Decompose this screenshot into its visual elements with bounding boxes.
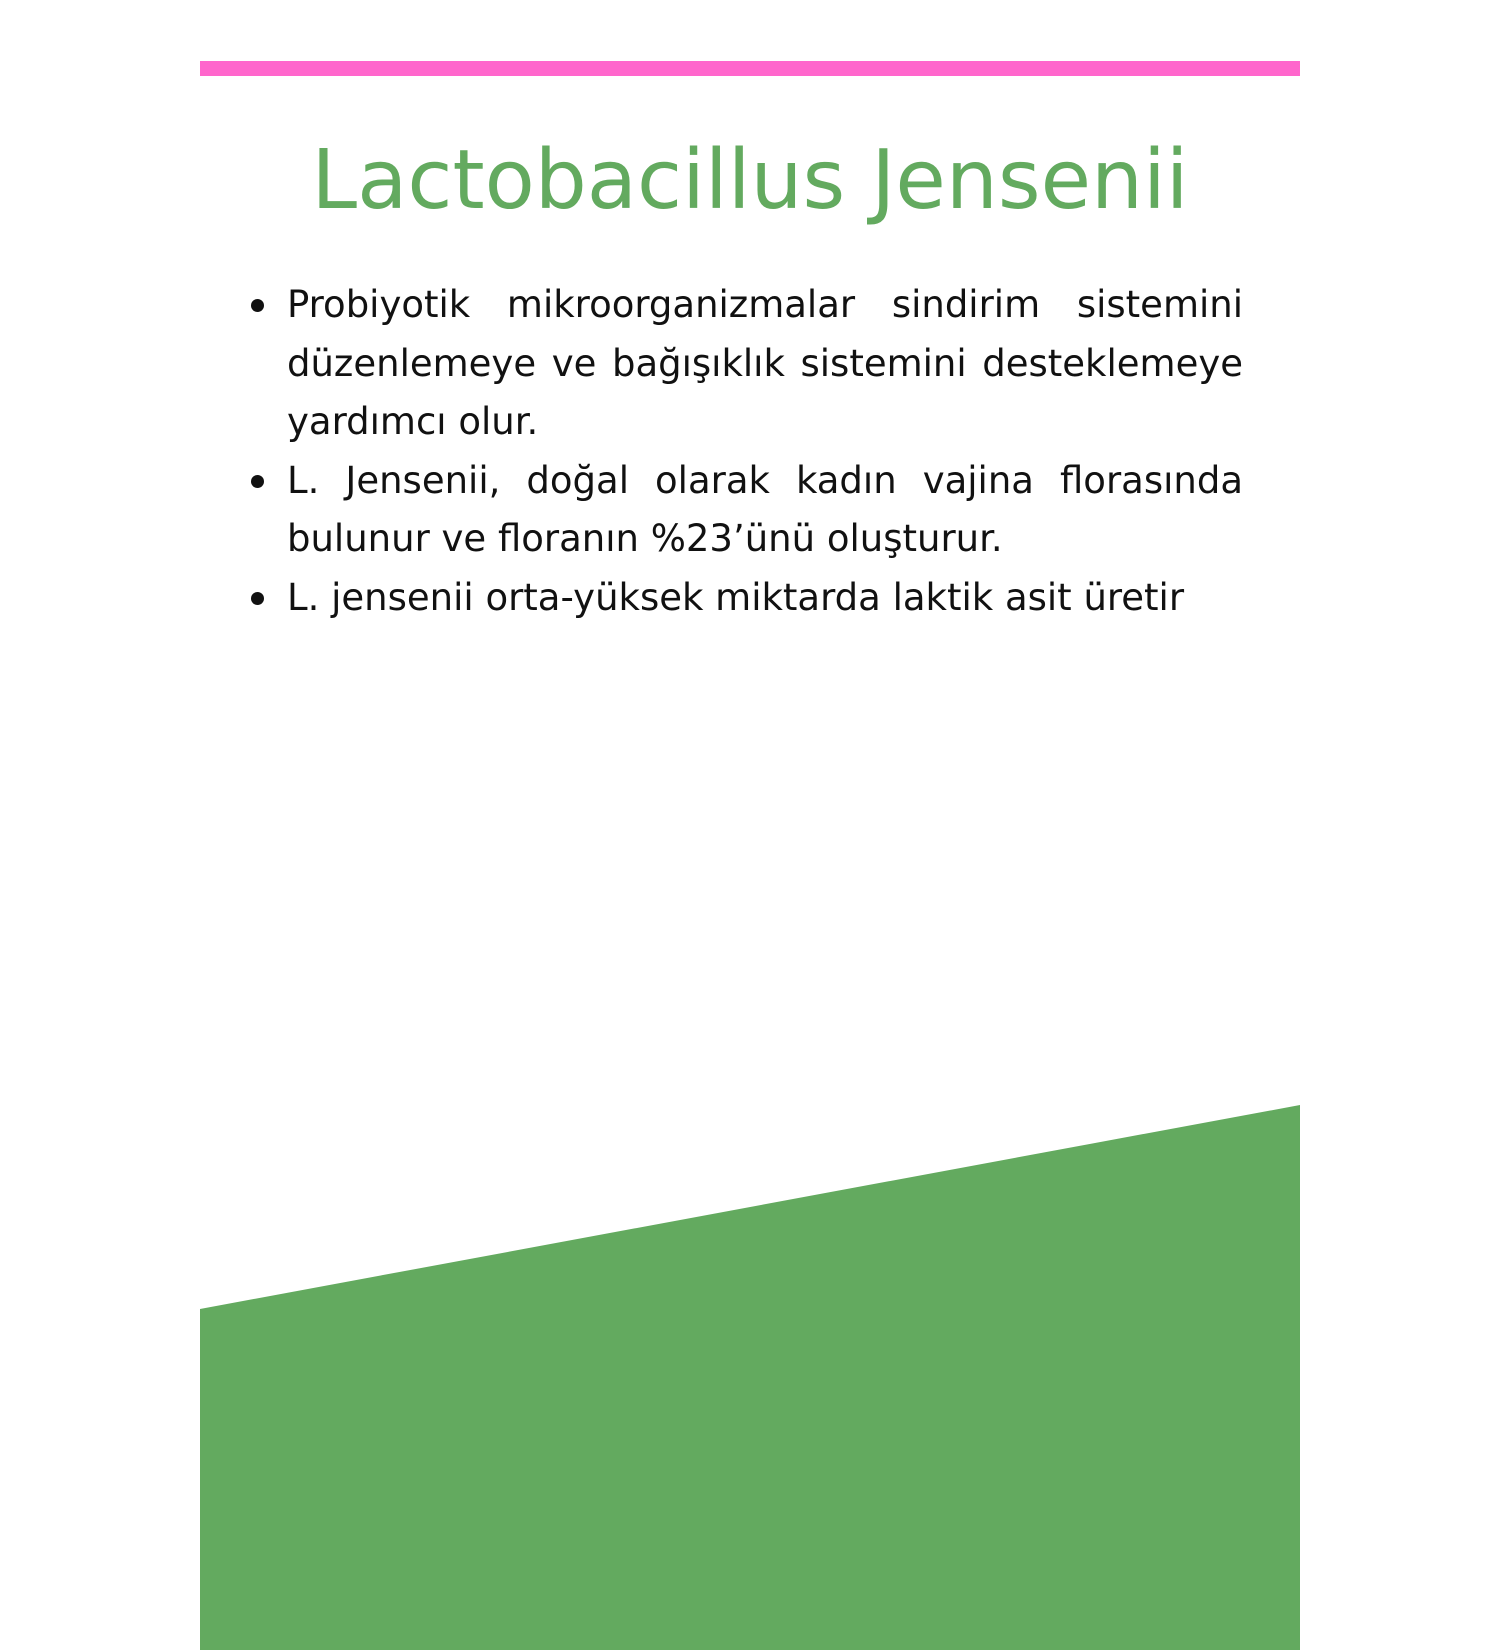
bullet-item bbox=[248, 569, 1243, 628]
bullet-dot-icon bbox=[251, 592, 264, 605]
bottom-green-shape bbox=[200, 1105, 1300, 1650]
bullet-text: Probiyotik mikroorganizmalar sindirim sistemini düzenlemeye ve bağışıklık sistemini desteklemeye yardımcı olur. bbox=[287, 283, 1243, 443]
page-title: Lactobacillus Jensenii bbox=[311, 133, 1189, 228]
bullet-item bbox=[248, 276, 1243, 452]
document-page bbox=[200, 0, 1300, 1650]
bullet-text: L. Jensenii, doğal olarak kadın vajina florasında bulunur ve floranın %23’ünü oluşturur. bbox=[287, 458, 1243, 560]
bullet-text: L. jensenii orta-yüksek miktarda laktik asit üretir bbox=[287, 575, 1185, 619]
bullet-dot-icon bbox=[251, 475, 264, 488]
bullet-list bbox=[248, 276, 1243, 627]
bullet-dot-icon bbox=[251, 299, 264, 312]
bullet-item bbox=[248, 452, 1243, 569]
top-accent-bar bbox=[200, 61, 1300, 76]
